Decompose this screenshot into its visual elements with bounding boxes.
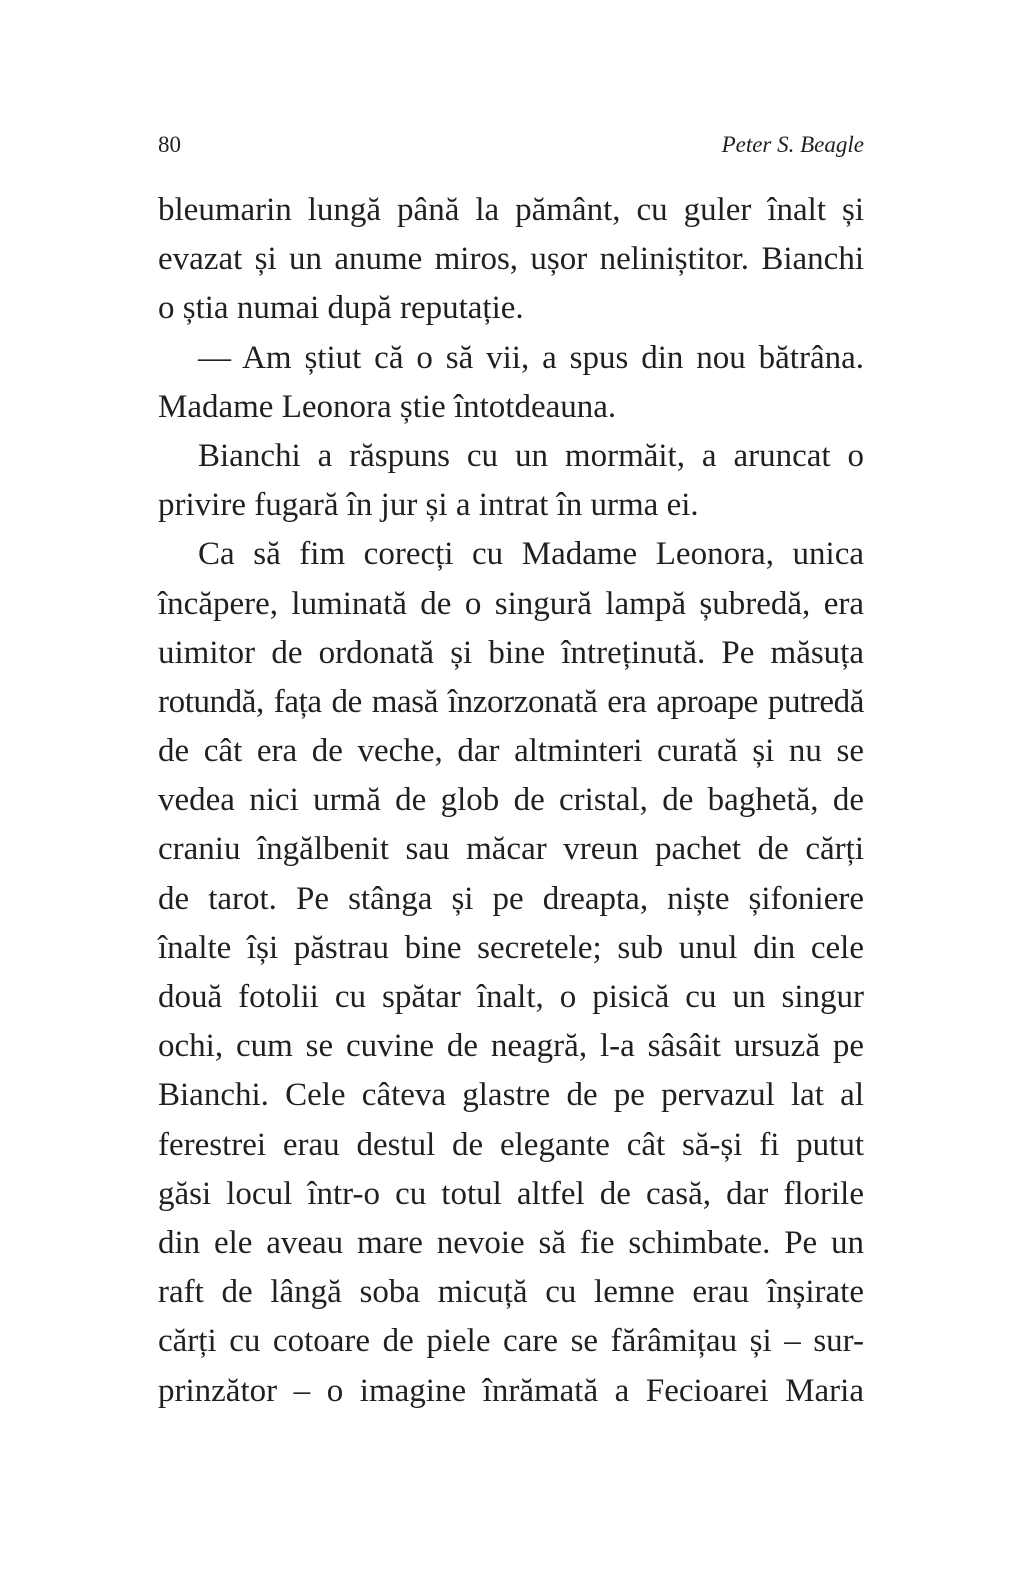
text-line: ochi, cum se cuvine de neagră, l-a sâsâit ursuză pe <box>158 1028 864 1065</box>
text-line: o știa numai după reputație. <box>158 290 524 327</box>
text-line: craniu îngălbenit sau măcar vreun pachet de cărți <box>158 831 864 868</box>
text-line: de cât era de veche, dar altminteri curată și nu se <box>158 733 864 770</box>
running-head-author: Peter S. Beagle <box>721 132 864 157</box>
text-line: prinzător – o imagine înrămată a Fecioarei Maria <box>158 1372 864 1409</box>
text-line: Bianchi a răspuns cu un mormăit, a aruncat o <box>198 437 864 474</box>
text-line: de tarot. Pe stânga și pe dreapta, niște șifoniere <box>158 880 864 917</box>
text-line: găsi locul într-o cu totul altfel de casă, dar florile <box>158 1175 864 1212</box>
text-line: două fotolii cu spătar înalt, o pisică cu un singur <box>158 979 864 1015</box>
text-line: din ele aveau mare nevoie să fie schimbate. Pe un <box>158 1224 864 1261</box>
text-line: uimitor de ordonată și bine întreținută. Pe măsuța <box>158 634 864 671</box>
running-head <box>158 132 864 166</box>
body-text <box>158 186 864 1416</box>
text-line: bleumarin lungă până la pământ, cu guler înalt și <box>158 192 864 228</box>
text-line: Madame Leonora știe întotdeauna. <box>158 388 617 425</box>
text-line: raft de lângă soba micuță cu lemne erau înșirate <box>158 1274 864 1311</box>
text-line: înalte își păstrau bine secretele; sub unul din cele <box>158 929 864 966</box>
text-line: încăpere, luminată de o singură lampă șubredă, era <box>158 585 864 622</box>
text-line: ferestrei erau destul de elegante cât să-și fi putut <box>158 1126 864 1163</box>
text-line: rotundă, fața de masă înzorzonată era aproape putredă <box>158 683 864 720</box>
text-line: Ca să fim corecți cu Madame Leonora, unica <box>198 536 864 573</box>
text-line: vedea nici urmă de glob de cristal, de baghetă, de <box>158 782 864 819</box>
text-line: cărți cu cotoare de piele care se fărâmițau și – sur- <box>158 1323 864 1360</box>
text-line: evazat și un anume miros, ușor neliniștitor. Bianchi <box>158 241 864 278</box>
text-line: Bianchi. Cele câteva glastre de pe pervazul lat al <box>158 1077 864 1114</box>
text-line: — Am știut că o să vii, a spus din nou bătrâna. <box>198 339 864 376</box>
text-line: privire fugară în jur și a intrat în urma ei. <box>158 487 699 524</box>
page-number: 80 <box>158 132 181 157</box>
